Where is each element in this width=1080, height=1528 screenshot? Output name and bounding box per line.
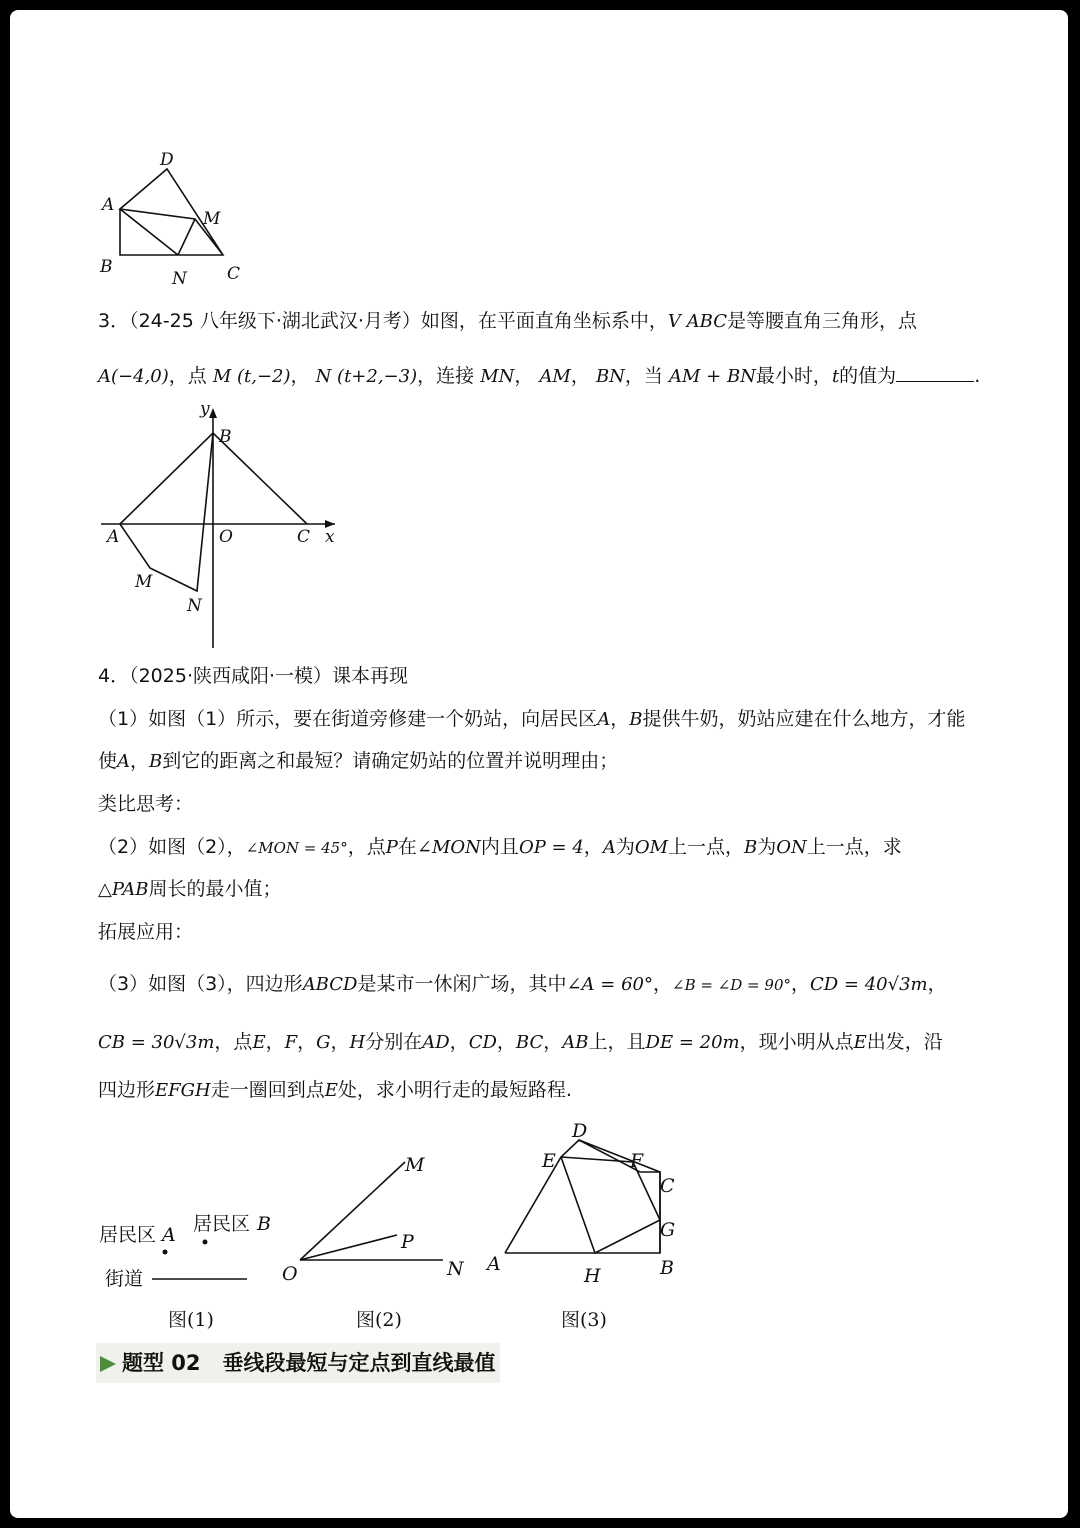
label-C: C (660, 1175, 675, 1197)
q4-heading: 拓展应用： (98, 921, 194, 943)
q4-heading: 类比思考： (98, 793, 194, 815)
q4-p4 (98, 875, 282, 904)
axis-x: x (325, 527, 335, 547)
q4-text: 处，求小明行走的最短路程. (337, 1079, 572, 1101)
label-P: P (401, 1231, 414, 1253)
figure-3-quadrilateral (480, 1110, 695, 1290)
q4-title (98, 662, 408, 690)
q3-text: ，连接 (417, 365, 475, 387)
q4-text: 四边形 (98, 1079, 156, 1101)
caption-figure-1: 图(1) (168, 1309, 214, 1331)
point-A: A (117, 751, 131, 772)
label-N: N (172, 269, 187, 289)
q4-text: ， (449, 1031, 469, 1053)
length-CD: CD = 40√3m (810, 974, 928, 995)
label-E: E (542, 1150, 556, 1172)
q4-text: 分别在 (365, 1031, 423, 1053)
caption-figure-2: 图(2) (356, 1309, 402, 1331)
point-B-dot (203, 1240, 208, 1245)
q4-text: ， (927, 973, 947, 995)
side-CD: CD (468, 1032, 497, 1053)
section-arrow-icon (100, 1356, 116, 1372)
label-O: O (282, 1263, 298, 1285)
q3-line2 (98, 362, 980, 391)
q4-p7 (98, 1076, 572, 1105)
point-E: E (252, 1032, 266, 1053)
triangle-PAB: △PAB (98, 879, 149, 900)
quad-EFGH: EFGH (155, 1080, 211, 1101)
label-M: M (203, 209, 221, 229)
label-resident-A: 居民区 (99, 1224, 157, 1246)
q4-text: ，现小明从点 (739, 1031, 854, 1053)
point-B: B (149, 751, 163, 772)
figure-1-street (95, 1205, 271, 1300)
label-B: B (660, 1257, 674, 1279)
q3-text: 的值为 (839, 365, 897, 387)
document-page (10, 10, 1068, 1518)
q4-text: 上一点， (668, 836, 745, 858)
label-F: F (630, 1150, 644, 1172)
axis-y: y (200, 399, 210, 419)
q4-text: 是某市一休闲广场，其中 (357, 973, 567, 995)
label-O: O (219, 527, 233, 547)
q3-text: . (974, 365, 981, 387)
q4-text: ， (297, 1031, 317, 1053)
point-A-dot (163, 1250, 168, 1255)
angle-B-D: ∠B = ∠D = 90° (672, 976, 791, 994)
ray-ON: ON (776, 837, 807, 858)
q4-text: ，点 (214, 1031, 253, 1053)
figure-quadrilateral-abdc (90, 150, 270, 290)
q4-text: （1）如图（1）所示，要在街道旁修建一个奶站，向居民区 (98, 708, 598, 730)
segment-MN: MN (480, 366, 515, 387)
label-H: H (584, 1265, 601, 1287)
section-title: 垂线段最短与定点到直线最值 (222, 1351, 496, 1375)
q4-text: ， (790, 973, 810, 995)
quad-ABCD: ABCD (302, 974, 358, 995)
label-B: B (257, 1213, 271, 1235)
q3-text: 最小时， (755, 365, 832, 387)
label-M: M (405, 1154, 425, 1176)
q4-p1 (98, 705, 965, 734)
point-A: A (602, 837, 616, 858)
q4-text: 在 (397, 836, 417, 858)
label-A: A (487, 1253, 501, 1275)
side-AB: AB (562, 1032, 589, 1053)
q3-text: 3．（24-25 八年级下·湖北武汉·月考）如图，在平面直角坐标系中， (98, 310, 668, 332)
segment-OP: OP = 4 (518, 837, 584, 858)
q4-title-text: 4．（2025·陕西咸阳·一模）课本再现 (98, 665, 409, 687)
point-E: E (853, 1032, 867, 1053)
q4-text: （2）如图（2）， (98, 836, 246, 858)
label-A: A (102, 195, 115, 215)
segment-BN: BN (595, 366, 625, 387)
label-B: B (219, 427, 232, 447)
q4-text: ， (330, 1031, 350, 1053)
q4-text: ， (610, 708, 630, 730)
label-C: C (227, 264, 241, 284)
q4-heading-extension (98, 918, 193, 946)
q3-triangle: V ABC (667, 311, 727, 332)
q3-text: ， (514, 365, 534, 387)
q4-p2 (98, 747, 618, 776)
ray-OM: OM (634, 837, 669, 858)
q3-text: ，当 (624, 365, 663, 387)
point-H: H (349, 1032, 366, 1053)
q4-p3 (98, 833, 902, 862)
q4-text: 提供牛奶，奶站应建在什么地方，才能 (642, 708, 966, 730)
var-t: t (831, 366, 840, 387)
q4-text: ， (265, 1031, 285, 1053)
label-M: M (135, 572, 153, 592)
label-D: D (160, 150, 174, 170)
point-G: G (316, 1032, 331, 1053)
q4-p6 (98, 1028, 943, 1057)
q3-text: ， (570, 365, 590, 387)
section-header (96, 1343, 500, 1383)
q4-text: （3）如图（3），四边形 (98, 973, 303, 995)
label-G: G (660, 1219, 676, 1241)
label-N: N (187, 596, 202, 616)
q4-text: 走一圈回到点 (210, 1079, 325, 1101)
q4-heading-analogy (98, 790, 193, 818)
q4-text: ， (130, 750, 150, 772)
answer-blank (896, 363, 974, 382)
label-B: B (100, 257, 113, 277)
point-A: A (597, 709, 611, 730)
label-street: 街道 (105, 1268, 144, 1290)
q4-p5 (98, 970, 947, 999)
point-P: P (385, 837, 398, 858)
point-F: F (284, 1032, 298, 1053)
sum-expression: AM + BN (668, 366, 756, 387)
side-AD: AD (422, 1032, 450, 1053)
point-E: E (324, 1080, 338, 1101)
point-B: B (744, 837, 758, 858)
point-B: B (629, 709, 643, 730)
q4-text: 周长的最小值； (148, 878, 282, 900)
label-D: D (572, 1120, 588, 1142)
q3-line1 (98, 307, 917, 336)
label-C: C (297, 527, 311, 547)
q4-text: ， (652, 973, 672, 995)
point-M: M (t,−2) (212, 366, 291, 387)
q4-text: 为 (615, 836, 635, 858)
q4-text: 上一点，求 (806, 836, 902, 858)
label-A: A (107, 527, 120, 547)
point-A: A(−4,0) (98, 366, 169, 387)
angle-MON: ∠MON = 45° (245, 839, 348, 857)
q4-text: ， (583, 836, 603, 858)
angle-MON: ∠MON (416, 837, 481, 858)
q3-text: ，点 (168, 365, 207, 387)
q4-text: 使 (98, 750, 118, 772)
angle-A: ∠A = 60° (566, 974, 653, 995)
label-resident-B: 居民区 (193, 1213, 251, 1235)
point-N: N (t+2,−3) (315, 366, 418, 387)
label-A: A (162, 1224, 176, 1246)
q3-text: ， (290, 365, 310, 387)
label-N: N (447, 1258, 464, 1280)
length-DE: DE = 20m (645, 1032, 740, 1053)
q4-text: 为 (757, 836, 777, 858)
segment-AM: AM (539, 366, 571, 387)
q4-text: ， (496, 1031, 516, 1053)
side-BC: BC (515, 1032, 544, 1053)
length-CB: CB = 30√3m (98, 1032, 215, 1053)
q3-text: 是等腰直角三角形，点 (726, 310, 917, 332)
q4-text: 内且 (480, 836, 519, 858)
caption-figure-3: 图(3) (561, 1309, 607, 1331)
q4-text: 出发，沿 (866, 1031, 943, 1053)
figure-coordinate-plane (95, 400, 355, 650)
q4-text: 到它的距离之和最短？请确定奶站的位置并说明理由； (162, 750, 619, 772)
section-label: 题型 02 (122, 1351, 201, 1375)
q4-text: ，点 (347, 836, 386, 858)
q4-text: ， (543, 1031, 563, 1053)
q4-text: 上，且 (588, 1031, 646, 1053)
figure-2-angle (275, 1140, 475, 1290)
